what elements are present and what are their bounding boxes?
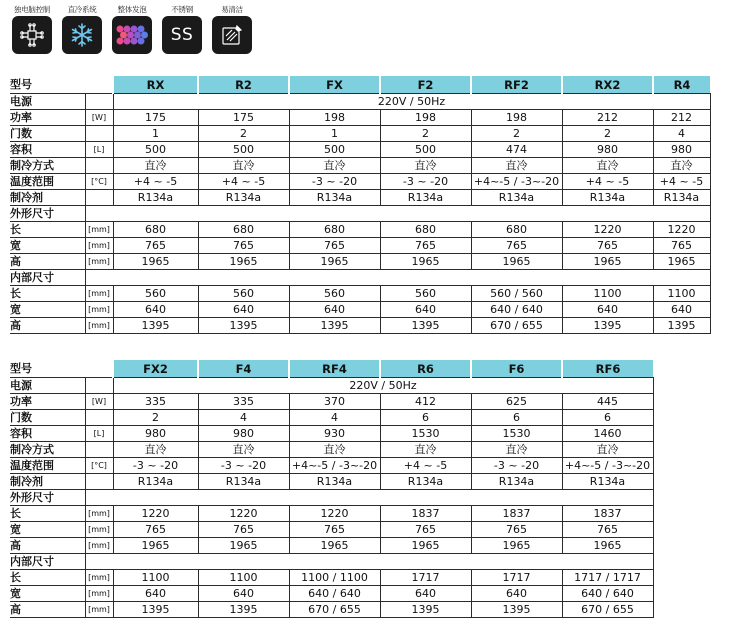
stainless-steel-icon — [162, 16, 202, 54]
spec-value: 560 — [198, 286, 289, 302]
spec-value: 1220 — [113, 506, 198, 522]
group-label: 内部尺寸 — [10, 270, 85, 286]
spec-value: 1965 — [562, 254, 653, 270]
spec-unit: [L] — [85, 142, 113, 158]
spec-value: 1395 — [289, 318, 380, 334]
spec-value: R134a — [113, 190, 198, 206]
spec-row — [10, 458, 653, 474]
spec-row — [10, 426, 653, 442]
group-row — [10, 490, 653, 506]
model-name: F4 — [198, 360, 289, 378]
spec-value: R134a — [562, 474, 653, 490]
spec-label: 高 — [10, 318, 85, 334]
spec-row — [10, 302, 710, 318]
spec-value: 980 — [562, 142, 653, 158]
spec-value: 1965 — [289, 538, 380, 554]
spec-value: 直冷 — [289, 158, 380, 174]
spec-value-span: 220V / 50Hz — [113, 94, 710, 110]
spec-value: 1395 — [471, 602, 562, 618]
spec-value: 1717 / 1717 — [562, 570, 653, 586]
spec-value: 640 — [198, 586, 289, 602]
group-row — [10, 270, 710, 286]
spec-value: 1100 — [653, 286, 710, 302]
spec-value: R134a — [198, 190, 289, 206]
spec-label: 容积 — [10, 426, 85, 442]
spec-label: 宽 — [10, 302, 85, 318]
spec-value: 640 — [289, 302, 380, 318]
spec-value: 1100 — [562, 286, 653, 302]
spec-label: 门数 — [10, 410, 85, 426]
spec-value: 6 — [471, 410, 562, 426]
spec-row — [10, 538, 653, 554]
spec-row — [10, 522, 653, 538]
spec-row — [10, 174, 710, 190]
spec-value: 765 — [471, 522, 562, 538]
spec-table-2 — [10, 360, 654, 618]
spec-value: +4~-5 / -3~-20 — [289, 458, 380, 474]
spec-value: 198 — [289, 110, 380, 126]
model-name: RX2 — [562, 76, 653, 94]
spec-unit: [mm] — [85, 222, 113, 238]
spec-row — [10, 94, 710, 110]
spec-value: 1530 — [471, 426, 562, 442]
model-name: FX — [289, 76, 380, 94]
spec-row — [10, 586, 653, 602]
spec-value: 1395 — [113, 602, 198, 618]
spec-row — [10, 126, 710, 142]
feature-label: 不锈钢 — [171, 5, 193, 14]
spec-unit: [mm] — [85, 602, 113, 618]
spec-value: 640 — [653, 302, 710, 318]
spec-value: 765 — [289, 522, 380, 538]
feature-easy-clean — [210, 4, 254, 56]
spec-value: 直冷 — [113, 158, 198, 174]
model-header-row — [10, 360, 653, 378]
spec-row — [10, 442, 653, 458]
spec-unit: [W] — [85, 110, 113, 126]
spec-value: 2 — [562, 126, 653, 142]
model-name: R2 — [198, 76, 289, 94]
spec-unit: [mm] — [85, 286, 113, 302]
spec-value: 1837 — [562, 506, 653, 522]
spec-row — [10, 474, 653, 490]
spec-value: 直冷 — [113, 442, 198, 458]
spec-value: 765 — [562, 522, 653, 538]
spec-value: 212 — [562, 110, 653, 126]
spec-value: 1717 — [471, 570, 562, 586]
spec-value: 500 — [198, 142, 289, 158]
spec-unit: [L] — [85, 426, 113, 442]
spec-value: R134a — [113, 474, 198, 490]
spec-value: 640 / 640 — [289, 586, 380, 602]
spec-label: 制冷剂 — [10, 474, 85, 490]
group-label: 外形尺寸 — [10, 206, 85, 222]
spec-value: 1965 — [113, 538, 198, 554]
spec-value: 980 — [198, 426, 289, 442]
spec-value: 直冷 — [653, 158, 710, 174]
spec-label: 门数 — [10, 126, 85, 142]
spec-unit: [°C] — [85, 174, 113, 190]
spec-unit: [W] — [85, 394, 113, 410]
spec-value: -3 ~ -20 — [380, 174, 471, 190]
spec-value: 560 / 560 — [471, 286, 562, 302]
spec-value: 640 — [198, 302, 289, 318]
spec-value: 445 — [562, 394, 653, 410]
spec-row — [10, 394, 653, 410]
spec-label: 长 — [10, 222, 85, 238]
spec-row — [10, 110, 710, 126]
spec-value: 直冷 — [471, 442, 562, 458]
spec-value: 765 — [289, 238, 380, 254]
spec-value: 直冷 — [198, 442, 289, 458]
spec-value: 1395 — [562, 318, 653, 334]
spec-unit — [85, 442, 113, 458]
spec-label: 长 — [10, 506, 85, 522]
snowflake-icon — [62, 16, 102, 54]
spec-label: 容积 — [10, 142, 85, 158]
spec-value: 765 — [113, 238, 198, 254]
spec-value: 1965 — [113, 254, 198, 270]
model-name: RX — [113, 76, 198, 94]
spec-row — [10, 222, 710, 238]
spec-label: 电源 — [10, 94, 85, 110]
spec-value: R134a — [198, 474, 289, 490]
spec-value: 335 — [198, 394, 289, 410]
spec-value: 175 — [198, 110, 289, 126]
spec-value: +4 ~ -5 — [562, 174, 653, 190]
spec-row — [10, 318, 710, 334]
spec-label: 宽 — [10, 586, 85, 602]
spec-value: 1837 — [471, 506, 562, 522]
spec-value: 640 — [113, 586, 198, 602]
stainless-steel-text: SS — [170, 25, 194, 45]
header-spacer — [85, 76, 113, 94]
spec-value: 1395 — [113, 318, 198, 334]
spec-row — [10, 506, 653, 522]
spec-value: R134a — [380, 190, 471, 206]
group-label: 外形尺寸 — [10, 490, 85, 506]
spec-value: 1965 — [198, 538, 289, 554]
feature-label: 易清洁 — [221, 5, 243, 14]
spec-value: 765 — [653, 238, 710, 254]
spec-value: 198 — [380, 110, 471, 126]
spec-value: 2 — [380, 126, 471, 142]
model-name: FX2 — [113, 360, 198, 378]
model-header-row — [10, 76, 710, 94]
spec-value: R134a — [471, 190, 562, 206]
spec-value: 1220 — [562, 222, 653, 238]
spec-unit — [85, 94, 113, 110]
feature-integral-foaming — [110, 4, 154, 56]
group-row — [10, 206, 710, 222]
spec-value: 560 — [380, 286, 471, 302]
spec-label: 温度范围 — [10, 458, 85, 474]
spec-unit — [85, 126, 113, 142]
spec-unit — [85, 158, 113, 174]
spec-value: 1220 — [198, 506, 289, 522]
spec-label: 高 — [10, 602, 85, 618]
spec-value: 4 — [653, 126, 710, 142]
spec-value: +4 ~ -5 — [113, 174, 198, 190]
spec-row — [10, 410, 653, 426]
spec-unit — [85, 378, 113, 394]
spec-label: 宽 — [10, 522, 85, 538]
spec-value: +4 ~ -5 — [198, 174, 289, 190]
spec-value: 930 — [289, 426, 380, 442]
spec-value: 1965 — [380, 254, 471, 270]
spec-value: 1100 — [113, 570, 198, 586]
spec-value: 500 — [380, 142, 471, 158]
spec-value: 4 — [198, 410, 289, 426]
circuit-icon — [12, 16, 52, 54]
spec-value: 474 — [471, 142, 562, 158]
feature-label: 整体发泡 — [117, 5, 147, 14]
spec-value: +4~-5 / -3~-20 — [471, 174, 562, 190]
spec-value: 670 / 655 — [471, 318, 562, 334]
spec-value: 直冷 — [289, 442, 380, 458]
group-label: 内部尺寸 — [10, 554, 85, 570]
model-name: F2 — [380, 76, 471, 94]
spec-value: 680 — [198, 222, 289, 238]
spec-value: 198 — [471, 110, 562, 126]
spec-label: 温度范围 — [10, 174, 85, 190]
spec-value: 1220 — [653, 222, 710, 238]
easy-clean-icon — [212, 16, 252, 54]
spec-value: 680 — [113, 222, 198, 238]
spec-value: R134a — [653, 190, 710, 206]
spec-value: 直冷 — [380, 158, 471, 174]
spec-unit: [mm] — [85, 522, 113, 538]
spec-value: 1395 — [198, 318, 289, 334]
spec-label: 制冷方式 — [10, 158, 85, 174]
spec-value: 765 — [380, 238, 471, 254]
spec-unit — [85, 190, 113, 206]
spec-value: 680 — [289, 222, 380, 238]
spec-value: 640 — [113, 302, 198, 318]
spec-row — [10, 378, 653, 394]
spec-value: 640 — [471, 586, 562, 602]
group-spacer — [85, 270, 710, 286]
spec-value: 980 — [113, 426, 198, 442]
spec-value: 1965 — [471, 254, 562, 270]
model-label: 型号 — [10, 76, 85, 94]
spec-row — [10, 142, 710, 158]
spec-unit: [°C] — [85, 458, 113, 474]
header-spacer — [85, 360, 113, 378]
spec-value: 670 / 655 — [562, 602, 653, 618]
model-name: RF2 — [471, 76, 562, 94]
spec-unit: [mm] — [85, 538, 113, 554]
spec-label: 高 — [10, 538, 85, 554]
spec-value: 640 — [380, 586, 471, 602]
spec-unit: [mm] — [85, 254, 113, 270]
spec-unit: [mm] — [85, 238, 113, 254]
spec-value: 直冷 — [198, 158, 289, 174]
model-label: 型号 — [10, 360, 85, 378]
spec-value: 765 — [198, 522, 289, 538]
spec-value: 1530 — [380, 426, 471, 442]
spec-value: 1965 — [289, 254, 380, 270]
spec-value: +4 ~ -5 — [653, 174, 710, 190]
spec-value: 212 — [653, 110, 710, 126]
spec-value: 直冷 — [562, 442, 653, 458]
spec-value: 1220 — [289, 506, 380, 522]
spec-value-span: 220V / 50Hz — [113, 378, 653, 394]
spec-value: 765 — [113, 522, 198, 538]
spec-row — [10, 190, 710, 206]
spec-value: R134a — [471, 474, 562, 490]
spec-value: 1837 — [380, 506, 471, 522]
spec-value: R134a — [289, 474, 380, 490]
feature-label: 独电脑控制 — [14, 5, 50, 14]
spec-value: 2 — [198, 126, 289, 142]
spec-value: 1100 / 1100 — [289, 570, 380, 586]
spec-row — [10, 286, 710, 302]
spec-value: 直冷 — [562, 158, 653, 174]
spec-value: 175 — [113, 110, 198, 126]
spec-row — [10, 254, 710, 270]
spec-value: 1717 — [380, 570, 471, 586]
spec-value: 2 — [113, 410, 198, 426]
spec-value: 1395 — [653, 318, 710, 334]
spec-value: 335 — [113, 394, 198, 410]
spec-label: 宽 — [10, 238, 85, 254]
spec-unit — [85, 474, 113, 490]
model-name: RF4 — [289, 360, 380, 378]
spec-label: 高 — [10, 254, 85, 270]
spec-value: 1965 — [198, 254, 289, 270]
spec-value: 560 — [289, 286, 380, 302]
spec-unit: [mm] — [85, 302, 113, 318]
group-spacer — [85, 554, 653, 570]
spec-value: 765 — [380, 522, 471, 538]
spec-value: 765 — [198, 238, 289, 254]
spec-table-1 — [10, 76, 711, 334]
spec-value: -3 ~ -20 — [113, 458, 198, 474]
spec-value: 6 — [562, 410, 653, 426]
spec-value: R134a — [562, 190, 653, 206]
spec-row — [10, 158, 710, 174]
spec-value: 直冷 — [380, 442, 471, 458]
spec-value: 670 / 655 — [289, 602, 380, 618]
model-name: R4 — [653, 76, 710, 94]
spec-value: 1965 — [380, 538, 471, 554]
spec-label: 制冷方式 — [10, 442, 85, 458]
group-spacer — [85, 490, 653, 506]
spec-unit — [85, 410, 113, 426]
spec-value: 500 — [289, 142, 380, 158]
feature-stainless-steel — [160, 4, 204, 56]
model-name: RF6 — [562, 360, 653, 378]
spec-value: 1965 — [653, 254, 710, 270]
model-name: R6 — [380, 360, 471, 378]
spec-value: 500 — [113, 142, 198, 158]
spec-value: 765 — [471, 238, 562, 254]
spec-unit: [mm] — [85, 570, 113, 586]
spec-value: 640 / 640 — [471, 302, 562, 318]
spec-value: 1100 — [198, 570, 289, 586]
spec-value: 1395 — [198, 602, 289, 618]
spec-unit: [mm] — [85, 318, 113, 334]
spec-unit: [mm] — [85, 586, 113, 602]
model-name: F6 — [471, 360, 562, 378]
spec-value: 640 — [562, 302, 653, 318]
spec-value: 680 — [380, 222, 471, 238]
spec-row — [10, 570, 653, 586]
spec-label: 制冷剂 — [10, 190, 85, 206]
spec-row — [10, 602, 653, 618]
spec-value: 1460 — [562, 426, 653, 442]
spec-value: 直冷 — [471, 158, 562, 174]
group-spacer — [85, 206, 710, 222]
spec-value: -3 ~ -20 — [198, 458, 289, 474]
feature-label: 直冷系统 — [67, 5, 97, 14]
spec-value: 2 — [471, 126, 562, 142]
spec-value: R134a — [289, 190, 380, 206]
spec-value: 1395 — [380, 318, 471, 334]
spec-value: R134a — [380, 474, 471, 490]
spec-label: 长 — [10, 286, 85, 302]
spec-unit: [mm] — [85, 506, 113, 522]
spec-value: -3 ~ -20 — [289, 174, 380, 190]
spec-value: 1965 — [562, 538, 653, 554]
spec-value: 640 / 640 — [562, 586, 653, 602]
spec-value: 6 — [380, 410, 471, 426]
spec-value: 1 — [113, 126, 198, 142]
spec-value: +4~-5 / -3~-20 — [562, 458, 653, 474]
spec-label: 功率 — [10, 394, 85, 410]
spec-value: 625 — [471, 394, 562, 410]
spec-value: 1395 — [380, 602, 471, 618]
spec-value: 680 — [471, 222, 562, 238]
spec-value: -3 ~ -20 — [471, 458, 562, 474]
spec-label: 功率 — [10, 110, 85, 126]
spec-value: 640 — [380, 302, 471, 318]
foam-icon — [112, 16, 152, 54]
spec-value: 370 — [289, 394, 380, 410]
spec-value: 412 — [380, 394, 471, 410]
spec-value: 1965 — [471, 538, 562, 554]
feature-direct-cooling — [60, 4, 104, 56]
spec-value: +4 ~ -5 — [380, 458, 471, 474]
spec-value: 980 — [653, 142, 710, 158]
feature-computer-control — [10, 4, 54, 56]
group-row — [10, 554, 653, 570]
spec-value: 560 — [113, 286, 198, 302]
spec-label: 电源 — [10, 378, 85, 394]
spec-row — [10, 238, 710, 254]
spec-value: 765 — [562, 238, 653, 254]
spec-label: 长 — [10, 570, 85, 586]
spec-value: 1 — [289, 126, 380, 142]
spec-value: 4 — [289, 410, 380, 426]
